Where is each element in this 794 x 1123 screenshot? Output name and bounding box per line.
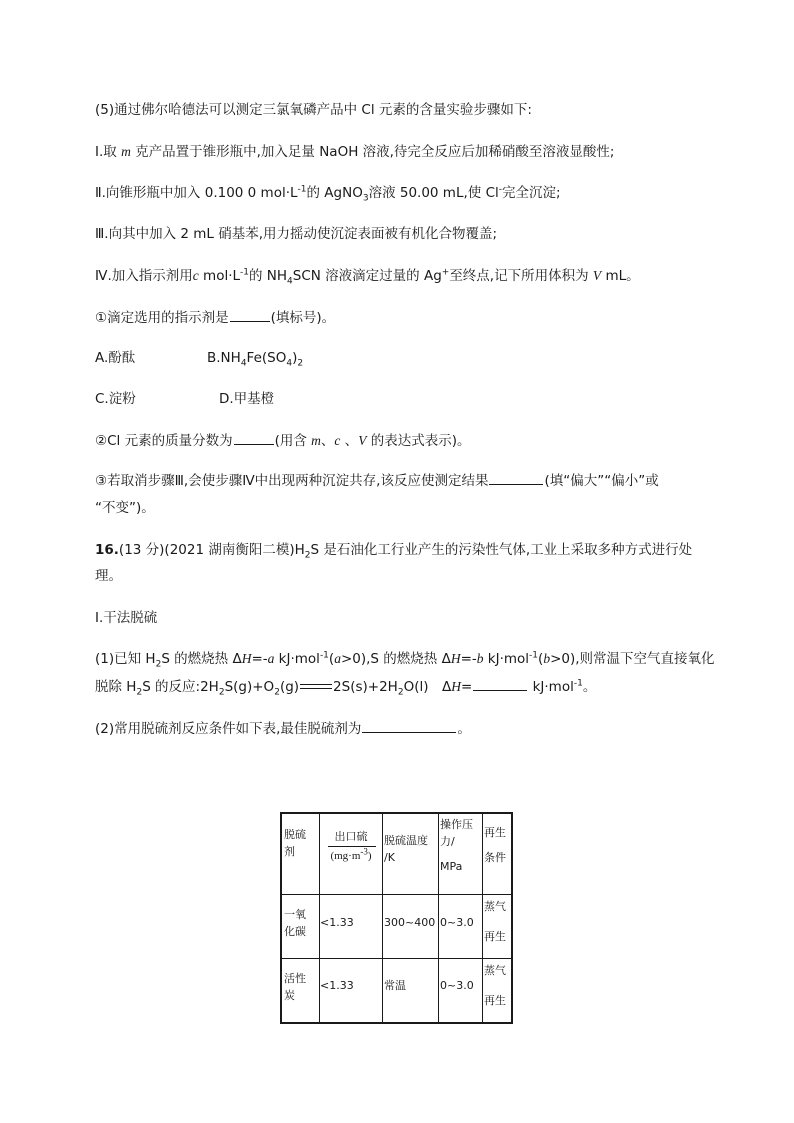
- header-temperature: 脱硫温度 /K: [384, 834, 428, 864]
- desulfurizer-table: [280, 812, 513, 1024]
- q16-part-2: (2)常用脱硫剂反应条件如下表,最佳脱硫剂为 。: [95, 718, 471, 739]
- row-1-temperature: 300~400: [384, 916, 436, 929]
- reaction-equals-sign: [299, 684, 333, 690]
- answer-blank[interactable]: [234, 430, 274, 445]
- q5-step-2: Ⅱ.向锥形瓶中加入 0.100 0 $mol\cdot L^{-1}$的 AgNO$_3$溶液 50.00 mL,使 Cl-完全沉淀;: [95, 184, 561, 204]
- q5-sub-1: ①滴定选用的指示剂是 (填标号)。: [95, 307, 335, 328]
- q5-options-cd: C.淀粉 D.甲基橙: [95, 391, 275, 407]
- row-2-regeneration: 蒸气 再生: [484, 964, 506, 1007]
- q16-part-1: (1)已知 $H_2S$ 的燃烧热 ΔH=-a kJ·mol$^{-1}$(a>0),S 的燃烧热 ΔH=-b kJ·mol$^{-1}$(b>0),则常温下空气直接氧化: [95, 650, 715, 670]
- header-outlet-sulfur-unit: $(mg\cdot m^{-3})$: [330, 846, 372, 862]
- row-1-regeneration: 蒸气 再生: [484, 900, 506, 943]
- row-2-outlet-sulfur: <1.33: [320, 979, 354, 992]
- q16-part-1-equation: 脱除 $H_2S$ 的反应$:2H_2S(g)+O_2(g)$ $2S(s)+2H_2O(l)$ ΔH= kJ·mol$^{-1}$。: [95, 676, 596, 697]
- header-regeneration: 再生 条件: [484, 826, 506, 864]
- q5-sub-3: ③若取消步骤Ⅲ,会使步骤Ⅳ中出现两种沉淀共存,该反应使测定结果 (填“偏大”“偏小”或: [95, 470, 659, 491]
- row-1-outlet-sulfur: <1.33: [320, 916, 354, 929]
- q5-sub-3-cont: “不变”)。: [95, 500, 155, 516]
- answer-blank[interactable]: [489, 470, 543, 485]
- q5-step-3: Ⅲ.向其中加入 2 mL 硝基苯,用力摇动使沉淀表面被有机化合物覆盖;: [95, 226, 498, 242]
- q5-sub-2: ②Cl 元素的质量分数为 (用含 m、c 、V 的表达式表示)。: [95, 430, 471, 451]
- row-2-desulfurizer: 活性 炭: [284, 972, 306, 1002]
- header-pressure: 操作压 力/ MPa: [440, 818, 473, 873]
- header-outlet-sulfur: 出口硫: [334, 830, 368, 843]
- q5-step-4: Ⅳ.加入指示剂用c $mol\cdot L^{-1}$的 $NH_4SCN$ 溶液滴定过量的 Ag+至终点,记下所用体积为 V mL。: [95, 267, 640, 287]
- answer-blank[interactable]: [473, 676, 527, 691]
- q16-heading-cont: 理。: [95, 568, 122, 584]
- row-1-pressure: 0~3.0: [440, 916, 474, 929]
- row-2-pressure: 0~3.0: [440, 979, 474, 992]
- row-1-desulfurizer: 一氧 化碳: [284, 908, 306, 938]
- q16-heading: 16.(13 分)(2021 湖南衡阳二模)$H_2S$ 是石油化工行业产生的污染性气体,工业上采取多种方式进行处: [95, 542, 693, 561]
- header-desulfurizer: 脱硫 剂: [284, 828, 306, 858]
- answer-blank[interactable]: [230, 307, 270, 322]
- answer-blank[interactable]: [362, 718, 456, 733]
- row-2-temperature: 常温: [384, 979, 406, 992]
- q5-options-ab: A.酚酞 $B.NH_4Fe(SO_4)_2$: [95, 350, 304, 369]
- q5-intro: (5)通过佛尔哈德法可以测定三氯氧磷产品中 Cl 元素的含量实验步骤如下:: [95, 102, 532, 118]
- q5-step-1: Ⅰ.取 m 克产品置于锥形瓶中,加入足量 NaOH 溶液,待完全反应后加稀硝酸至溶液显酸性;: [95, 144, 615, 160]
- q16-section-title: Ⅰ.干法脱硫: [95, 610, 158, 626]
